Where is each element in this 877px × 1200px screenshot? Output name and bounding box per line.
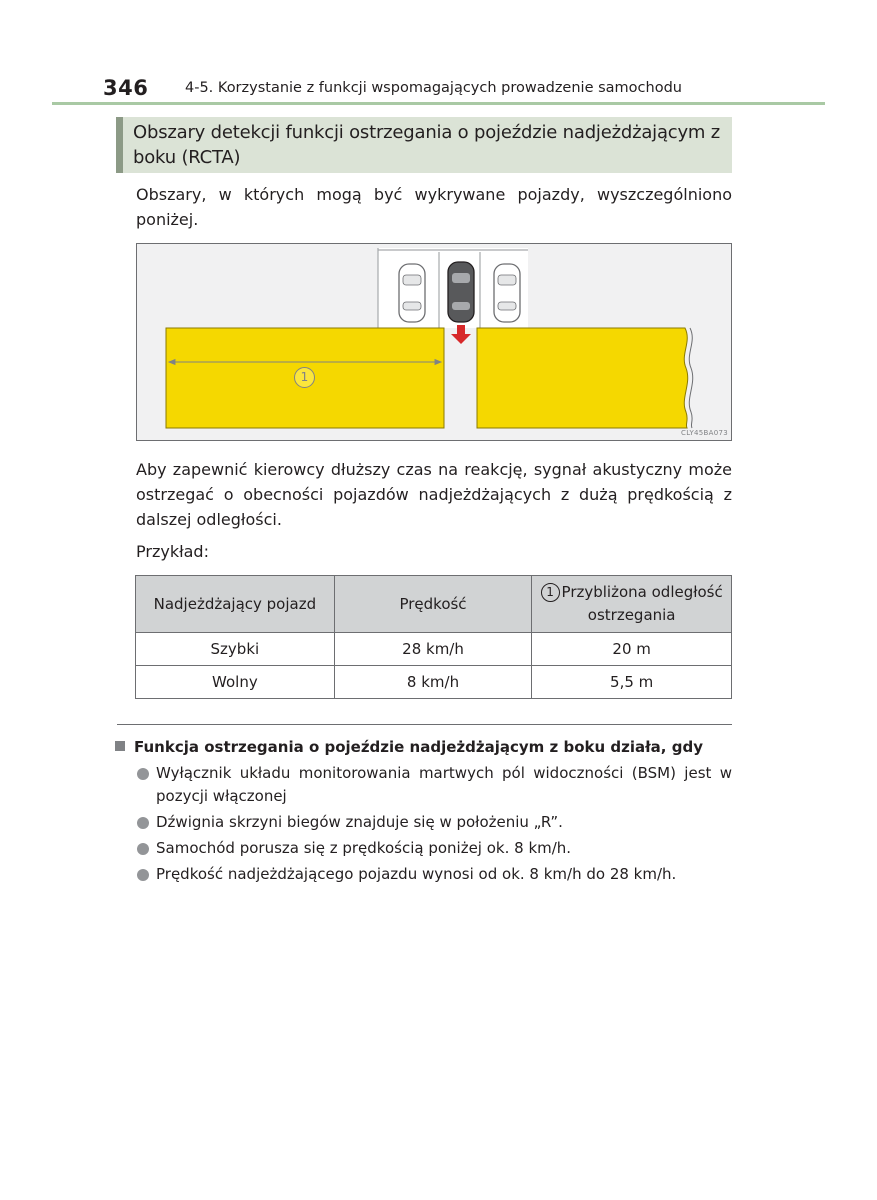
cell-distance: 5,5 m <box>532 666 732 699</box>
detection-area-illustration <box>137 244 732 441</box>
list-item: Dźwignia skrzyni biegów znajduje się w położeniu „R”. <box>136 811 732 834</box>
conditions-heading <box>115 736 735 758</box>
page-number: 346 <box>103 76 149 100</box>
callout-1-inline: 1 <box>541 583 560 602</box>
conditions-heading-text: Funkcja ostrzegania o pojeździe nadjeżdżającym z boku działa, gdy <box>134 738 703 756</box>
list-item: Wyłącznik układu monitorowania martwych pól widoczności (BSM) jest w pozycji włączonej <box>136 762 732 808</box>
list-item: Prędkość nadjeżdżającego pojazdu wynosi od ok. 8 km/h do 28 km/h. <box>136 863 732 886</box>
cell-vehicle: Wolny <box>136 666 335 699</box>
explanation-paragraph: Aby zapewnić kierowcy dłuższy czas na reakcję, sygnał akustyczny może ostrzegać o obecności pojazdów nadjeżdżających z dużą prędkością z dalszej odległości. <box>136 460 732 529</box>
table-row <box>136 666 732 699</box>
header-distance-label: Przybliżona odległość ostrzegania <box>561 583 723 624</box>
table-header-row <box>136 576 732 633</box>
header-vehicle: Nadjeżdżający pojazd <box>136 576 335 633</box>
callout-1: 1 <box>294 367 315 388</box>
section-divider <box>117 724 732 725</box>
square-bullet-icon <box>115 741 125 751</box>
example-label: Przykład: <box>136 542 209 561</box>
header-speed: Prędkość <box>334 576 532 633</box>
chapter-title: 4-5. Korzystanie z funkcji wspomagających prowadzenie samochodu <box>185 80 682 96</box>
detection-area-figure <box>136 243 732 441</box>
section-title: Obszary detekcji funkcji ostrzegania o pojeździe nadjeżdżającym z boku (RCTA) <box>133 122 721 168</box>
ego-car-icon <box>448 262 474 322</box>
parked-car-right-icon <box>494 264 520 322</box>
header-rule <box>52 102 825 105</box>
header-distance <box>532 576 732 633</box>
cell-vehicle: Szybki <box>136 633 335 666</box>
section-heading-box <box>116 117 732 173</box>
right-detection-zone <box>477 328 688 428</box>
table-row <box>136 633 732 666</box>
parked-car-left-icon <box>399 264 425 322</box>
cell-speed: 28 km/h <box>334 633 532 666</box>
warning-distance-table <box>135 575 732 699</box>
intro-paragraph: Obszary, w których mogą być wykrywane pojazdy, wyszczególniono poniżej. <box>136 185 732 229</box>
list-item: Samochód porusza się z prędkością poniżej ok. 8 km/h. <box>136 837 732 860</box>
cell-speed: 8 km/h <box>334 666 532 699</box>
figure-code: CLY45BA073 <box>681 429 728 437</box>
cell-distance: 20 m <box>532 633 732 666</box>
conditions-list <box>136 762 732 889</box>
